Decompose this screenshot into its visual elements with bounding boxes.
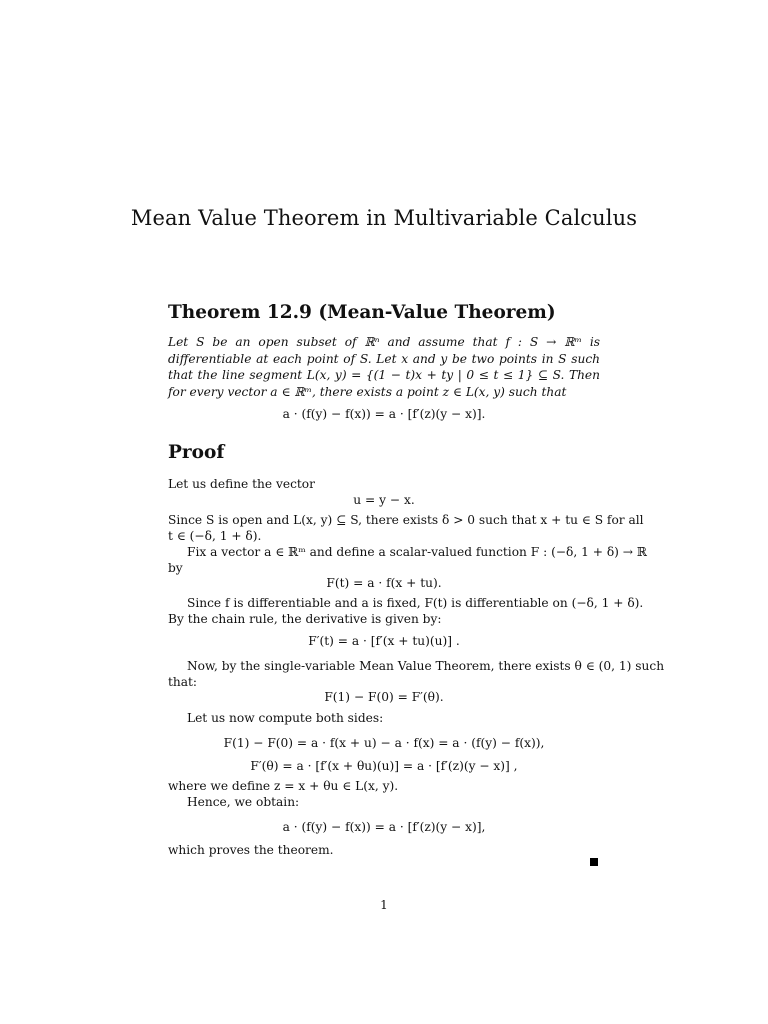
proof-paragraph-2-cont: t ∈ (−δ, 1 + δ). [168,529,262,543]
proof-paragraph-5: Now, by the single-variable Mean Value Theorem, there exists θ ∈ (0, 1) such [187,659,665,673]
proof-paragraph-3-cont: by [168,561,183,575]
equation-F-derivative: F′(t) = a · [f′(x + tu)(u)] . [308,634,460,648]
equation-right-side: F′(θ) = a · [f′(x + θu)(u)] = a · [f′(z)(y − x)] , [250,759,518,773]
proof-paragraph-4: Since f is differentiable and a is fixed, F(t) is differentiable on (−δ, 1 + δ). [187,596,644,610]
equation-mvt: F(1) − F(0) = F′(θ). [324,690,444,704]
proof-paragraph-6: Let us now compute both sides: [187,711,384,725]
theorem-equation: a · (f(y) − f(x)) = a · [f′(z)(y − x)]. [282,407,486,421]
proof-paragraph-4-cont: By the chain rule, the derivative is given by: [168,612,442,626]
proof-paragraph-7: where we define z = x + θu ∈ L(x, y). [168,779,399,793]
equation-result: a · (f(y) − f(x)) = a · [f′(z)(y − x)], [282,820,486,834]
proof-paragraph-2: Since S is open and L(x, y) ⊆ S, there exists δ > 0 such that x + tu ∈ S for all [168,513,644,527]
proof-paragraph-9: which proves the theorem. [168,843,334,857]
proof-paragraph-1: Let us define the vector [168,477,315,491]
equation-u: u = y − x. [353,493,415,507]
proof-paragraph-5-cont: that: [168,675,198,689]
equation-F-definition: F(t) = a · f(x + tu). [326,576,442,590]
page-number: 1 [380,898,388,912]
qed-square-icon [590,858,598,866]
equation-left-side: F(1) − F(0) = a · f(x + u) − a · f(x) = a · (f(y) − f(x)), [223,736,545,750]
theorem-statement: Let S be an open subset of ℝⁿ and assume that f : S → ℝᵐ is differentiable at each point of S. Let x and y be two points in S such that the line segment L(x, y) = {(1 − t)x + ty | 0 ≤ t ≤ 1} ⊆ S. Then for every vector a ∈ ℝᵐ, there exists a point z ∈ L(x, y) such that [168,335,600,399]
proof-paragraph-3: Fix a vector a ∈ ℝᵐ and define a scalar-valued function F : (−δ, 1 + δ) → ℝ [187,545,648,559]
theorem-heading: Theorem 12.9 (Mean-Value Theorem) [168,302,556,323]
proof-paragraph-8: Hence, we obtain: [187,795,300,809]
proof-heading: Proof [168,442,225,463]
document-title: Mean Value Theorem in Multivariable Calculus [130,206,638,230]
